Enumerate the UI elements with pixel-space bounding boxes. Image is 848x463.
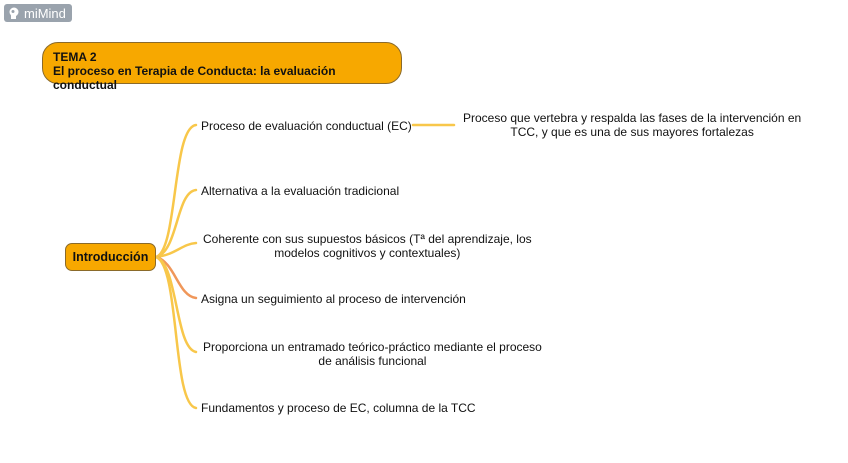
sub-branch-line-1: Proceso que vertebra y respalda las fases de la intervención en bbox=[463, 111, 802, 125]
branch-node-4-line-1: Asigna un seguimiento al proceso de intervención bbox=[201, 292, 466, 306]
sub-branch-line-2: TCC, y que es una de sus mayores fortalezas bbox=[510, 125, 754, 139]
branch-node-3-line-1: Coherente con sus supuestos básicos (Tª del aprendizaje, los bbox=[203, 232, 532, 246]
central-node-label: Introducción bbox=[72, 250, 149, 264]
branch-node-3[interactable] bbox=[203, 232, 532, 260]
link-branch-2 bbox=[156, 190, 196, 257]
branch-node-5-line-1: Proporciona un entramado teórico-práctico mediante el proceso bbox=[203, 340, 542, 354]
branch-node-2[interactable] bbox=[201, 184, 399, 198]
branch-node-4[interactable] bbox=[201, 292, 466, 306]
title-line-1: TEMA 2 bbox=[53, 50, 97, 64]
branch-node-3-line-2: modelos cognitivos y contextuales) bbox=[274, 246, 461, 260]
branch-node-5-line-2: de análisis funcional bbox=[318, 354, 427, 368]
branch-node-6-line-1: Fundamentos y proceso de EC, columna de la TCC bbox=[201, 401, 476, 415]
branch-node-6[interactable] bbox=[201, 401, 476, 415]
branch-node-2-line-1: Alternativa a la evaluación tradicional bbox=[201, 184, 400, 198]
branch-node-1[interactable] bbox=[201, 119, 412, 133]
logo-text: miMind bbox=[24, 5, 66, 21]
title-line-2: El proceso en Terapia de Conducta: la evaluación conductual bbox=[53, 64, 336, 92]
branch-node-1-line-1: Proceso de evaluación conductual (EC) bbox=[201, 119, 412, 133]
link-branch-1 bbox=[156, 125, 196, 257]
title-node[interactable] bbox=[42, 42, 402, 92]
branch-node-5[interactable] bbox=[203, 340, 542, 368]
central-node[interactable] bbox=[65, 243, 156, 271]
sub-branch-node[interactable] bbox=[463, 111, 801, 139]
